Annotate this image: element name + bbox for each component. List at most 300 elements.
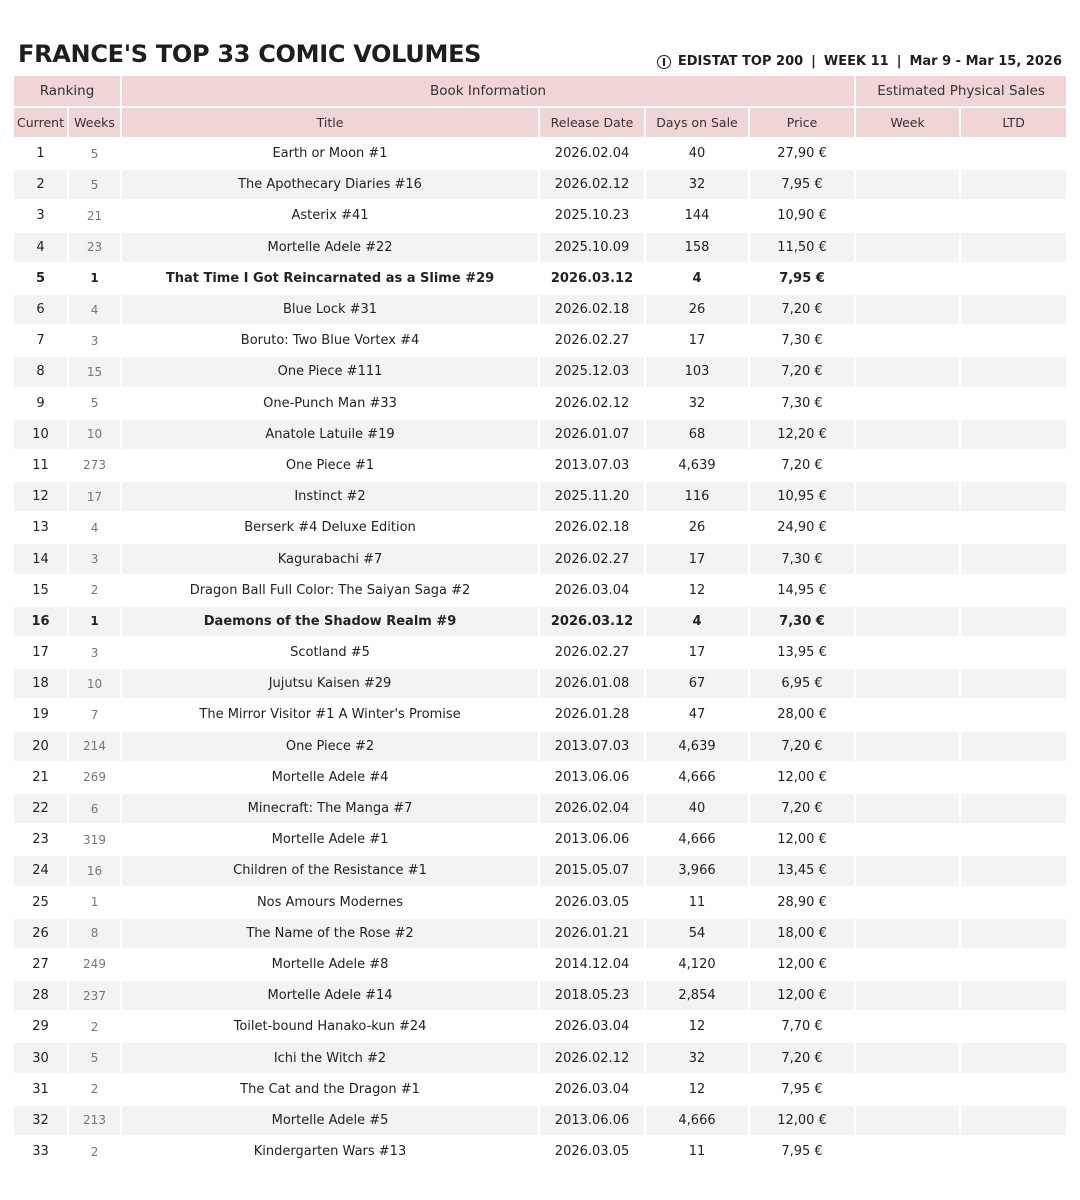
days-on-sale-cell: 40: [645, 793, 749, 824]
days-on-sale-cell: 32: [645, 1042, 749, 1073]
weeks-cell: 10: [68, 668, 121, 699]
rank-cell: 6: [14, 294, 68, 325]
col-header-current: Current: [14, 107, 68, 138]
ltd-cell: [960, 325, 1066, 356]
release-date-cell: 2026.01.28: [539, 699, 645, 730]
rank-cell: 11: [14, 450, 68, 481]
ltd-cell: [960, 1042, 1066, 1073]
price-cell: 7,95 €: [749, 263, 855, 294]
price-cell: 7,20 €: [749, 731, 855, 762]
ltd-cell: [960, 699, 1066, 730]
days-on-sale-cell: 2,854: [645, 980, 749, 1011]
rank-cell: 19: [14, 699, 68, 730]
price-cell: 13,45 €: [749, 855, 855, 886]
price-cell: 7,20 €: [749, 356, 855, 387]
release-date-cell: 2026.02.18: [539, 512, 645, 543]
ltd-cell: [960, 1136, 1066, 1167]
weeks-cell: 15: [68, 356, 121, 387]
price-cell: 6,95 €: [749, 668, 855, 699]
price-cell: 7,95 €: [749, 1136, 855, 1167]
days-on-sale-cell: 4,666: [645, 762, 749, 793]
week-sales-cell: [855, 481, 960, 512]
days-on-sale-cell: 68: [645, 419, 749, 450]
week-sales-cell: [855, 138, 960, 169]
title-cell: Ichi the Witch #2: [121, 1042, 539, 1073]
title-cell: Mortelle Adele #14: [121, 980, 539, 1011]
rank-cell: 28: [14, 980, 68, 1011]
table-row: [14, 481, 1066, 512]
title-cell: The Name of the Rose #2: [121, 918, 539, 949]
week-sales-cell: [855, 1105, 960, 1136]
week-sales-cell: [855, 543, 960, 574]
price-cell: 7,30 €: [749, 606, 855, 637]
ltd-cell: [960, 918, 1066, 949]
col-header-days-on-sale: Days on Sale: [645, 107, 749, 138]
days-on-sale-cell: 4: [645, 263, 749, 294]
days-on-sale-cell: 12: [645, 575, 749, 606]
sales-group-header: Estimated Physical Sales: [855, 76, 1066, 107]
ltd-cell: [960, 980, 1066, 1011]
weeks-cell: 5: [68, 388, 121, 419]
days-on-sale-cell: 47: [645, 699, 749, 730]
days-on-sale-cell: 40: [645, 138, 749, 169]
days-on-sale-cell: 32: [645, 169, 749, 200]
table-row: [14, 793, 1066, 824]
weeks-cell: 10: [68, 419, 121, 450]
title-cell: Mortelle Adele #8: [121, 949, 539, 980]
weeks-cell: 213: [68, 1105, 121, 1136]
price-cell: 24,90 €: [749, 512, 855, 543]
table-row: [14, 949, 1066, 980]
release-date-cell: 2014.12.04: [539, 949, 645, 980]
days-on-sale-cell: 17: [645, 325, 749, 356]
rank-cell: 25: [14, 887, 68, 918]
week-sales-cell: [855, 512, 960, 543]
table-row: [14, 512, 1066, 543]
week-sales-cell: [855, 169, 960, 200]
release-date-cell: 2026.01.08: [539, 668, 645, 699]
days-on-sale-cell: 4,639: [645, 450, 749, 481]
rank-cell: 30: [14, 1042, 68, 1073]
release-date-cell: 2026.03.12: [539, 263, 645, 294]
weeks-cell: 319: [68, 824, 121, 855]
price-cell: 7,20 €: [749, 793, 855, 824]
week-sales-cell: [855, 606, 960, 637]
days-on-sale-cell: 4: [645, 606, 749, 637]
days-on-sale-cell: 11: [645, 887, 749, 918]
weeks-cell: 269: [68, 762, 121, 793]
table-row: [14, 575, 1066, 606]
price-cell: 7,30 €: [749, 325, 855, 356]
week-sales-cell: [855, 200, 960, 231]
weeks-cell: 3: [68, 543, 121, 574]
days-on-sale-cell: 158: [645, 232, 749, 263]
week-sales-cell: [855, 263, 960, 294]
ltd-cell: [960, 138, 1066, 169]
weeks-cell: 2: [68, 1074, 121, 1105]
table-row: [14, 419, 1066, 450]
days-on-sale-cell: 32: [645, 388, 749, 419]
ltd-cell: [960, 1105, 1066, 1136]
ltd-cell: [960, 731, 1066, 762]
release-date-cell: 2026.03.04: [539, 575, 645, 606]
weeks-cell: 23: [68, 232, 121, 263]
table-row: [14, 918, 1066, 949]
title-cell: Mortelle Adele #22: [121, 232, 539, 263]
table-row: [14, 606, 1066, 637]
price-cell: 7,30 €: [749, 388, 855, 419]
title-cell: One Piece #1: [121, 450, 539, 481]
title-cell: Scotland #5: [121, 637, 539, 668]
weeks-cell: 273: [68, 450, 121, 481]
release-date-cell: 2025.10.23: [539, 200, 645, 231]
price-cell: 11,50 €: [749, 232, 855, 263]
price-cell: 7,20 €: [749, 1042, 855, 1073]
ranking-group-header: Ranking: [14, 76, 121, 107]
price-cell: 10,95 €: [749, 481, 855, 512]
ltd-cell: [960, 419, 1066, 450]
days-on-sale-cell: 17: [645, 637, 749, 668]
week-sales-cell: [855, 793, 960, 824]
days-on-sale-cell: 3,966: [645, 855, 749, 886]
days-on-sale-cell: 103: [645, 356, 749, 387]
week-sales-cell: [855, 232, 960, 263]
price-cell: 12,20 €: [749, 419, 855, 450]
title-cell: The Mirror Visitor #1 A Winter's Promise: [121, 699, 539, 730]
release-date-cell: 2013.06.06: [539, 824, 645, 855]
release-date-cell: 2013.07.03: [539, 450, 645, 481]
ltd-cell: [960, 200, 1066, 231]
release-date-cell: 2026.03.04: [539, 1074, 645, 1105]
col-header-release-date: Release Date: [539, 107, 645, 138]
weeks-cell: 237: [68, 980, 121, 1011]
table-row: [14, 388, 1066, 419]
col-header-price: Price: [749, 107, 855, 138]
rank-cell: 5: [14, 263, 68, 294]
table-row: [14, 169, 1066, 200]
title-cell: Mortelle Adele #5: [121, 1105, 539, 1136]
release-date-cell: 2013.06.06: [539, 762, 645, 793]
title-cell: One Piece #111: [121, 356, 539, 387]
week-sales-cell: [855, 1136, 960, 1167]
rank-cell: 29: [14, 1011, 68, 1042]
days-on-sale-cell: 4,639: [645, 731, 749, 762]
week-sales-cell: [855, 668, 960, 699]
week-sales-cell: [855, 949, 960, 980]
price-cell: 28,00 €: [749, 699, 855, 730]
days-on-sale-cell: 4,666: [645, 824, 749, 855]
ltd-cell: [960, 543, 1066, 574]
days-on-sale-cell: 4,666: [645, 1105, 749, 1136]
weeks-cell: 7: [68, 699, 121, 730]
rank-cell: 32: [14, 1105, 68, 1136]
price-cell: 10,90 €: [749, 200, 855, 231]
release-date-cell: 2026.02.27: [539, 325, 645, 356]
release-date-cell: 2026.03.04: [539, 1011, 645, 1042]
page-title: FRANCE'S TOP 33 COMIC VOLUMES: [18, 40, 482, 68]
release-date-cell: 2026.02.12: [539, 388, 645, 419]
title-cell: Kindergarten Wars #13: [121, 1136, 539, 1167]
ltd-cell: [960, 356, 1066, 387]
title-cell: That Time I Got Reincarnated as a Slime #29: [121, 263, 539, 294]
date-range: Mar 9 - Mar 15, 2026: [909, 54, 1062, 69]
rank-cell: 33: [14, 1136, 68, 1167]
ltd-cell: [960, 887, 1066, 918]
release-date-cell: 2026.03.05: [539, 887, 645, 918]
days-on-sale-cell: 12: [645, 1011, 749, 1042]
table-row: [14, 356, 1066, 387]
ltd-cell: [960, 575, 1066, 606]
title-cell: Earth or Moon #1: [121, 138, 539, 169]
days-on-sale-cell: 116: [645, 481, 749, 512]
week-sales-cell: [855, 1074, 960, 1105]
weeks-cell: 4: [68, 294, 121, 325]
weeks-cell: 249: [68, 949, 121, 980]
col-header-week-sales: Week: [855, 107, 960, 138]
ltd-cell: [960, 263, 1066, 294]
table-row: [14, 762, 1066, 793]
release-date-cell: 2015.05.07: [539, 855, 645, 886]
weeks-cell: 3: [68, 325, 121, 356]
week-sales-cell: [855, 637, 960, 668]
rank-cell: 4: [14, 232, 68, 263]
price-cell: 13,95 €: [749, 637, 855, 668]
release-date-cell: 2026.03.05: [539, 1136, 645, 1167]
rank-cell: 17: [14, 637, 68, 668]
table-row: [14, 263, 1066, 294]
ltd-cell: [960, 762, 1066, 793]
title-cell: The Cat and the Dragon #1: [121, 1074, 539, 1105]
price-cell: 7,20 €: [749, 450, 855, 481]
info-icon: [657, 55, 671, 69]
ltd-cell: [960, 855, 1066, 886]
rank-cell: 2: [14, 169, 68, 200]
ltd-cell: [960, 388, 1066, 419]
days-on-sale-cell: 11: [645, 1136, 749, 1167]
price-cell: 7,70 €: [749, 1011, 855, 1042]
week-sales-cell: [855, 294, 960, 325]
price-cell: 14,95 €: [749, 575, 855, 606]
weeks-cell: 3: [68, 637, 121, 668]
ltd-cell: [960, 169, 1066, 200]
week-sales-cell: [855, 1011, 960, 1042]
ltd-cell: [960, 481, 1066, 512]
ltd-cell: [960, 1074, 1066, 1105]
release-date-cell: 2026.01.07: [539, 419, 645, 450]
rank-cell: 16: [14, 606, 68, 637]
release-date-cell: 2026.02.27: [539, 637, 645, 668]
weeks-cell: 1: [68, 606, 121, 637]
price-cell: 12,00 €: [749, 762, 855, 793]
title-cell: Asterix #41: [121, 200, 539, 231]
separator: |: [811, 54, 816, 69]
weeks-cell: 1: [68, 887, 121, 918]
title-cell: The Apothecary Diaries #16: [121, 169, 539, 200]
release-date-cell: 2026.01.21: [539, 918, 645, 949]
ltd-cell: [960, 793, 1066, 824]
title-cell: Berserk #4 Deluxe Edition: [121, 512, 539, 543]
title-cell: Boruto: Two Blue Vortex #4: [121, 325, 539, 356]
table-row: [14, 637, 1066, 668]
week-sales-cell: [855, 356, 960, 387]
release-date-cell: 2025.12.03: [539, 356, 645, 387]
weeks-cell: 2: [68, 1011, 121, 1042]
table-row: [14, 450, 1066, 481]
rank-cell: 24: [14, 855, 68, 886]
table-row: [14, 731, 1066, 762]
week-sales-cell: [855, 325, 960, 356]
separator: |: [896, 54, 902, 69]
rank-cell: 8: [14, 356, 68, 387]
title-cell: Instinct #2: [121, 481, 539, 512]
table-row: [14, 980, 1066, 1011]
price-cell: 7,95 €: [749, 1074, 855, 1105]
release-date-cell: 2025.10.09: [539, 232, 645, 263]
title-cell: Dragon Ball Full Color: The Saiyan Saga #2: [121, 575, 539, 606]
weeks-cell: 6: [68, 793, 121, 824]
release-date-cell: 2013.07.03: [539, 731, 645, 762]
days-on-sale-cell: 4,120: [645, 949, 749, 980]
release-date-cell: 2026.02.04: [539, 138, 645, 169]
ltd-cell: [960, 1011, 1066, 1042]
ltd-cell: [960, 512, 1066, 543]
source-label: EDISTAT TOP 200: [677, 54, 804, 69]
weeks-cell: 17: [68, 481, 121, 512]
days-on-sale-cell: 67: [645, 668, 749, 699]
table-row: [14, 325, 1066, 356]
ltd-cell: [960, 668, 1066, 699]
ltd-cell: [960, 637, 1066, 668]
table-row: [14, 294, 1066, 325]
price-cell: 12,00 €: [749, 949, 855, 980]
weeks-cell: 4: [68, 512, 121, 543]
price-cell: 27,90 €: [749, 138, 855, 169]
table-row: [14, 824, 1066, 855]
release-date-cell: 2026.02.04: [539, 793, 645, 824]
ltd-cell: [960, 949, 1066, 980]
week-sales-cell: [855, 699, 960, 730]
price-cell: 7,20 €: [749, 294, 855, 325]
table-row: [14, 855, 1066, 886]
title-cell: One Piece #2: [121, 731, 539, 762]
week-sales-cell: [855, 388, 960, 419]
ltd-cell: [960, 606, 1066, 637]
week-sales-cell: [855, 762, 960, 793]
title-cell: Kagurabachi #7: [121, 543, 539, 574]
weeks-cell: 5: [68, 169, 121, 200]
release-date-cell: 2026.02.18: [539, 294, 645, 325]
rank-cell: 22: [14, 793, 68, 824]
title-cell: Mortelle Adele #1: [121, 824, 539, 855]
rank-cell: 13: [14, 512, 68, 543]
weeks-cell: 5: [68, 1042, 121, 1073]
rank-cell: 31: [14, 1074, 68, 1105]
weeks-cell: 2: [68, 575, 121, 606]
days-on-sale-cell: 12: [645, 1074, 749, 1105]
rank-cell: 15: [14, 575, 68, 606]
release-date-cell: 2018.05.23: [539, 980, 645, 1011]
table-body: [14, 138, 1066, 1167]
rank-cell: 21: [14, 762, 68, 793]
title-cell: Blue Lock #31: [121, 294, 539, 325]
ltd-cell: [960, 294, 1066, 325]
rank-cell: 27: [14, 949, 68, 980]
col-header-weeks: Weeks: [68, 107, 121, 138]
title-cell: Jujutsu Kaisen #29: [121, 668, 539, 699]
table-row: [14, 1136, 1066, 1167]
release-date-cell: 2026.02.12: [539, 169, 645, 200]
col-header-ltd: LTD: [960, 107, 1066, 138]
title-cell: One-Punch Man #33: [121, 388, 539, 419]
week-label: WEEK 11: [823, 54, 889, 69]
table-row: [14, 138, 1066, 169]
table-row: [14, 887, 1066, 918]
weeks-cell: 8: [68, 918, 121, 949]
rank-cell: 1: [14, 138, 68, 169]
table-row: [14, 699, 1066, 730]
rank-cell: 18: [14, 668, 68, 699]
week-sales-cell: [855, 419, 960, 450]
price-cell: 12,00 €: [749, 824, 855, 855]
table-row: [14, 668, 1066, 699]
table-row: [14, 543, 1066, 574]
table-row: [14, 1011, 1066, 1042]
rank-cell: 26: [14, 918, 68, 949]
week-sales-cell: [855, 980, 960, 1011]
days-on-sale-cell: 144: [645, 200, 749, 231]
title-cell: Toilet-bound Hanako-kun #24: [121, 1011, 539, 1042]
price-cell: 7,30 €: [749, 543, 855, 574]
release-date-cell: 2025.11.20: [539, 481, 645, 512]
week-sales-cell: [855, 918, 960, 949]
weeks-cell: 1: [68, 263, 121, 294]
rank-cell: 23: [14, 824, 68, 855]
table-row: [14, 200, 1066, 231]
rank-cell: 14: [14, 543, 68, 574]
title-cell: Daemons of the Shadow Realm #9: [121, 606, 539, 637]
release-date-cell: 2026.02.12: [539, 1042, 645, 1073]
rank-cell: 7: [14, 325, 68, 356]
weeks-cell: 21: [68, 200, 121, 231]
rank-cell: 10: [14, 419, 68, 450]
release-date-cell: 2013.06.06: [539, 1105, 645, 1136]
title-cell: Minecraft: The Manga #7: [121, 793, 539, 824]
rank-cell: 3: [14, 200, 68, 231]
week-sales-cell: [855, 731, 960, 762]
weeks-cell: 2: [68, 1136, 121, 1167]
week-sales-cell: [855, 824, 960, 855]
ranking-table: [14, 76, 1066, 1168]
price-cell: 12,00 €: [749, 1105, 855, 1136]
week-sales-cell: [855, 1042, 960, 1073]
col-header-title: Title: [121, 107, 539, 138]
week-sales-cell: [855, 575, 960, 606]
weeks-cell: 5: [68, 138, 121, 169]
table-row: [14, 1042, 1066, 1073]
rank-cell: 9: [14, 388, 68, 419]
week-sales-cell: [855, 855, 960, 886]
price-cell: 7,95 €: [749, 169, 855, 200]
table-row: [14, 232, 1066, 263]
release-date-cell: 2026.02.27: [539, 543, 645, 574]
days-on-sale-cell: 54: [645, 918, 749, 949]
rank-cell: 12: [14, 481, 68, 512]
days-on-sale-cell: 26: [645, 294, 749, 325]
weeks-cell: 16: [68, 855, 121, 886]
price-cell: 12,00 €: [749, 980, 855, 1011]
price-cell: 28,90 €: [749, 887, 855, 918]
rank-cell: 20: [14, 731, 68, 762]
